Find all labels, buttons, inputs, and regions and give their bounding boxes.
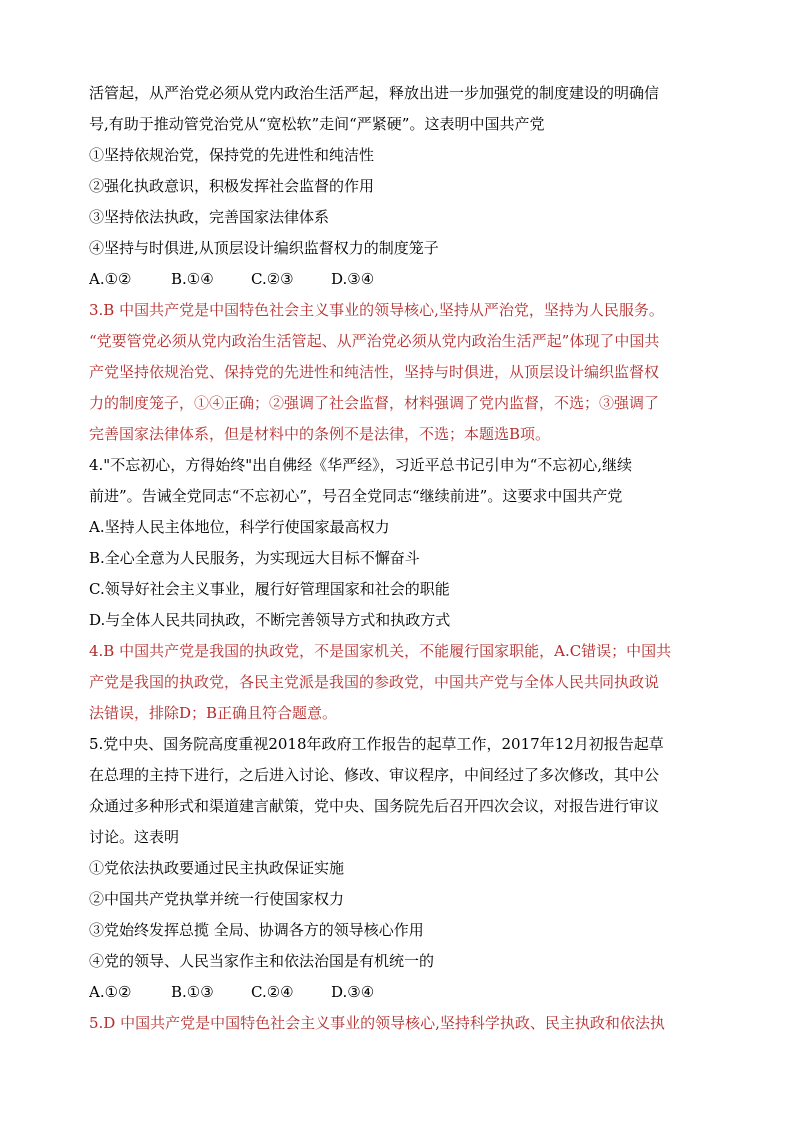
answer-line: 产党是我国的执政党，各民主党派是我国的参政党，中国共产党与全体人民共同执政说	[89, 673, 660, 691]
option-a: A.①②	[89, 270, 132, 288]
question-3-answer	[89, 295, 713, 450]
option-a: A.①②	[89, 983, 132, 1001]
statement-item: ①党依法执政要通过民主执政保证实施	[89, 859, 345, 877]
stem-line: 4."不忘初心，方得始终"出自佛经《华严经》，习近平总书记引申为“不忘初心,继续	[89, 456, 633, 474]
answer-line: 3.B 中国共产党是中国特色社会主义事业的领导核心,坚持从严治党，坚持为人民服务。	[89, 301, 664, 319]
question-5-stem	[89, 729, 713, 853]
question-4-stem	[89, 450, 713, 512]
question-4-options	[89, 512, 713, 636]
statement-item: ③坚持依法执政，完善国家法律体系	[89, 208, 330, 226]
answer-line: 完善国家法律体系，但是材料中的条例不是法律，不选；本题选B项。	[89, 425, 551, 443]
question-5-items	[89, 853, 713, 977]
answer-line: 4.B 中国共产党是我国的执政党，不是国家机关，不能履行国家职能，A.C错误；中国共	[89, 642, 672, 660]
option-c: C.②④	[251, 983, 294, 1001]
statement-item: ②强化执政意识，积极发挥社会监督的作用	[89, 177, 375, 195]
question-3-stem	[89, 78, 713, 140]
answer-line: 法错误，排除D；B正确且符合题意。	[89, 704, 338, 722]
statement-item: ③党始终发挥总揽 全局、协调各方的领导核心作用	[89, 921, 424, 939]
stem-line: 活管起，从严治党必须从党内政治生活严起，释放出进一步加强党的制度建设的明确信	[89, 84, 660, 102]
question-5-options	[89, 977, 713, 1008]
stem-line: 众通过多种形式和渠道建言献策，党中央、国务院先后召开四次会议，对报告进行审议	[89, 797, 660, 815]
stem-line: 前进”。告诫全党同志“不忘初心”，号召全党同志“继续前进”。这要求中国共产党	[89, 487, 623, 505]
option-d: D.③④	[331, 983, 375, 1001]
statement-item: ④党的领导、人民当家作主和依法治国是有机统一的	[89, 952, 435, 970]
answer-line: 产党坚持依规治党、保持党的先进性和纯洁性，坚持与时俱进，从顶层设计编织监督权	[89, 363, 660, 381]
stem-line: 号,有助于推动管党治党从“宽松软”走间“严紧硬”。这表明中国共产党	[89, 115, 545, 133]
statement-item: ④坚持与时俱进,从顶层设计编织监督权力的制度笼子	[89, 239, 439, 257]
stem-line: 5.党中央、国务院高度重视2018年政府工作报告的起草工作，2017年12月初报告起草	[89, 735, 664, 753]
option-b: B.①④	[171, 270, 214, 288]
option-d: D.③④	[331, 270, 375, 288]
option-b: B.①③	[171, 983, 214, 1001]
option-b: B.全心全意为人民服务，为实现远大目标不懈奋斗	[89, 549, 420, 567]
option-a: A.坚持人民主体地位，科学行使国家最高权力	[89, 518, 390, 536]
statement-item: ①坚持依规治党，保持党的先进性和纯洁性	[89, 146, 375, 164]
document-page	[89, 78, 713, 1039]
stem-line: 讨论。这表明	[89, 828, 180, 846]
answer-line: 力的制度笼子，①④正确；②强调了社会监督，材料强调了党内监督，不选；③强调了	[89, 394, 660, 412]
answer-line: 5.D 中国共产党是中国特色社会主义事业的领导核心,坚持科学执政、民主执政和依法执	[89, 1014, 665, 1032]
option-d: D.与全体人民共同执政，不断完善领导方式和执政方式	[89, 611, 451, 629]
question-5-answer	[89, 1008, 713, 1039]
answer-line: “党要管党必须从党内政治生活管起、从严治党必须从党内政治生活严起”体现了中国共	[89, 332, 660, 350]
option-c: C.领导好社会主义事业，履行好管理国家和社会的职能	[89, 580, 450, 598]
question-3-options	[89, 264, 713, 295]
question-3-items	[89, 140, 713, 264]
statement-item: ②中国共产党执掌并统一行使国家权力	[89, 890, 345, 908]
question-4-answer	[89, 636, 713, 729]
option-c: C.②③	[251, 270, 294, 288]
stem-line: 在总理的主持下进行，之后进入讨论、修改、审议程序，中间经过了多次修改，其中公	[89, 766, 660, 784]
